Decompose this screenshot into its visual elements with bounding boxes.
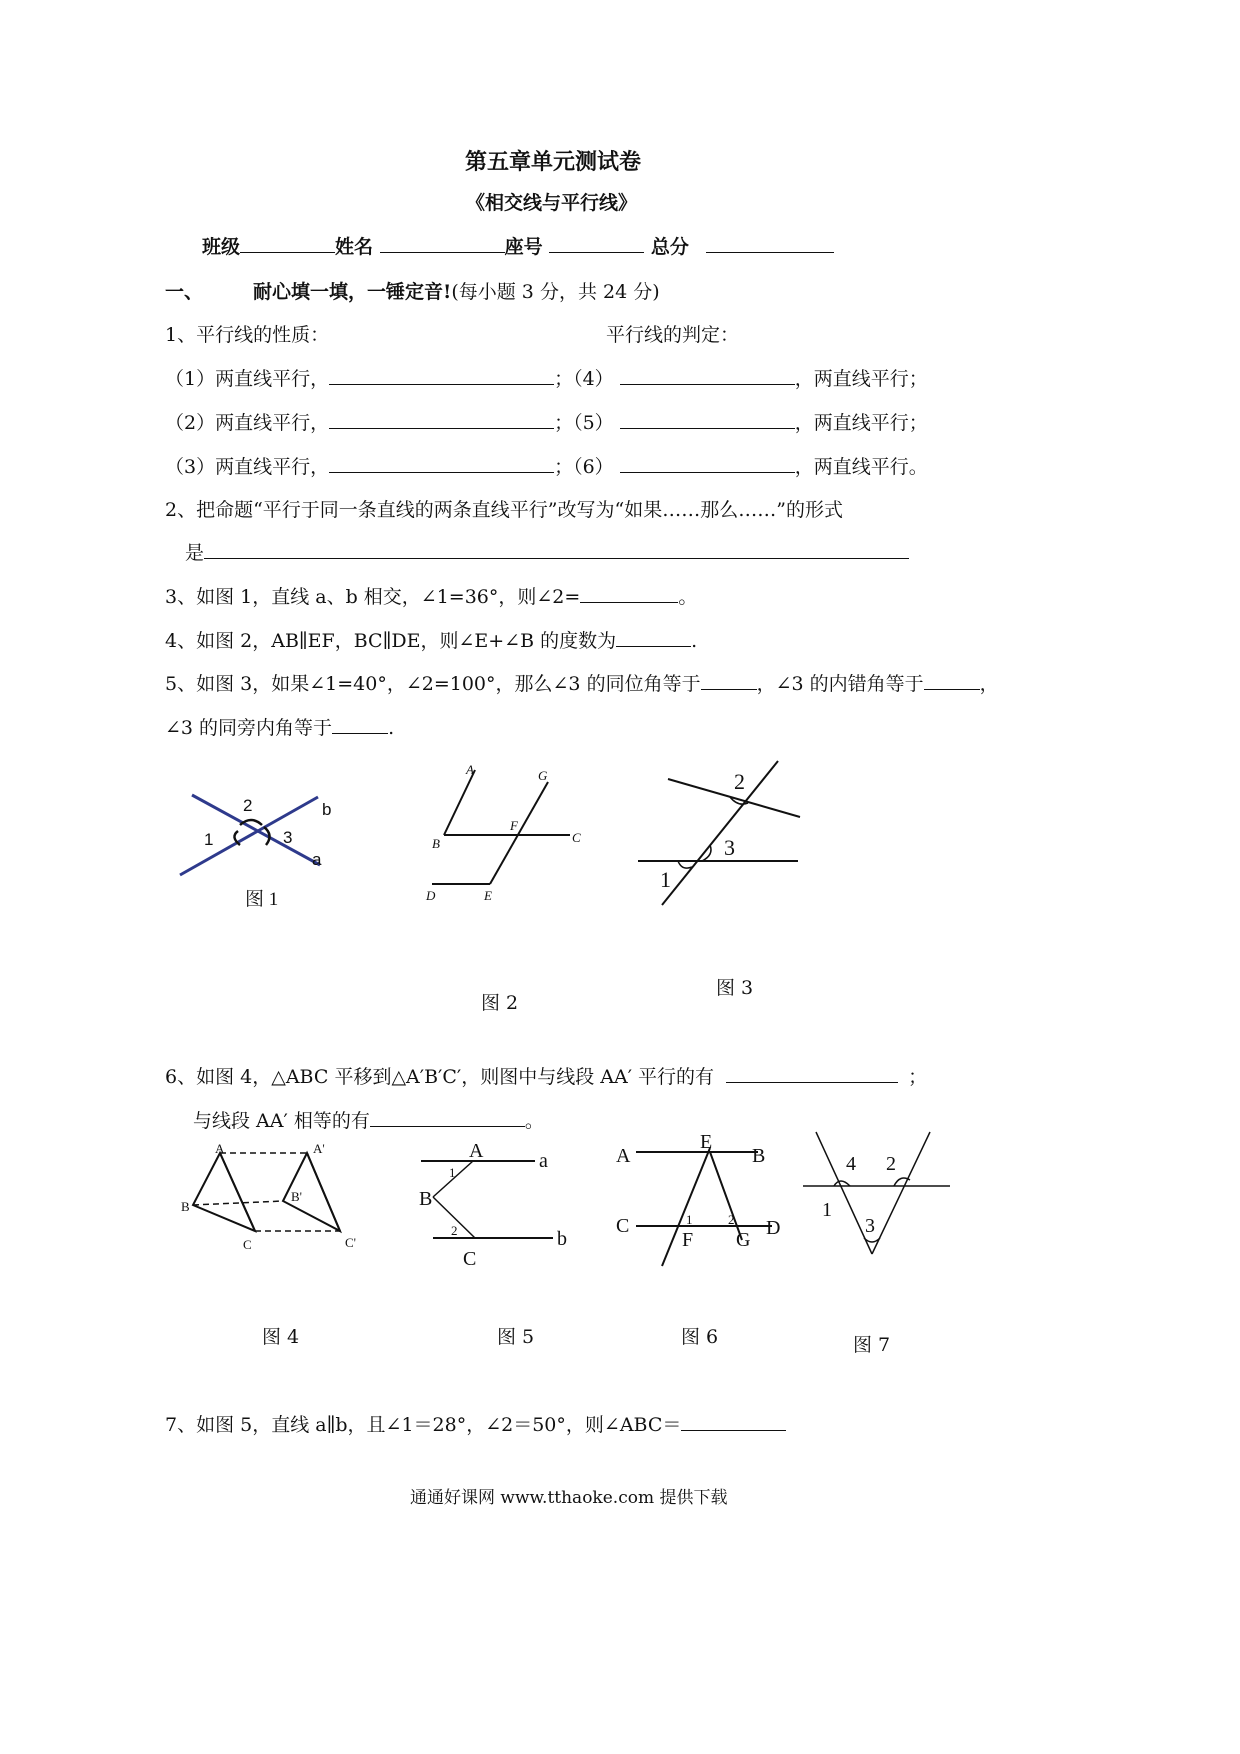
q5-text-c: ， (979, 673, 999, 695)
fig5-label-b: b (557, 1228, 567, 1250)
q1-row-left: （2）两直线平行， (165, 412, 330, 434)
fig4-label-A-prime: A' (313, 1141, 325, 1156)
q7-blank[interactable] (681, 1412, 786, 1431)
fig6-label-A: A (616, 1145, 631, 1167)
q1-row-left: （3）两直线平行， (165, 456, 330, 478)
seat-blank[interactable] (549, 234, 644, 253)
q1-row-right: ，两直线平行。 (794, 456, 928, 478)
fig6-label-D: D (766, 1217, 781, 1239)
q5-text-a: 5、如图 3，如果∠1=40°，∠2=100°，那么∠3 的同位角等于 (165, 673, 701, 695)
q1-blank-3[interactable] (329, 454, 554, 473)
q5-line2 (165, 713, 394, 740)
fig4-label-B: B (181, 1199, 190, 1214)
q6-end: ； (908, 1066, 928, 1088)
page-title: 第五章单元测试卷 (465, 149, 642, 175)
fig5-label-2: 2 (451, 1223, 458, 1238)
fig1-label-3: 3 (283, 828, 293, 847)
header-fields (202, 232, 834, 259)
fig4-label-B-prime: B' (291, 1189, 303, 1204)
fig1-label-1: 1 (204, 830, 214, 849)
figure-4 (175, 1135, 375, 1260)
q3 (165, 582, 697, 609)
total-blank[interactable] (706, 234, 834, 253)
fig2-caption: 图 2 (481, 992, 519, 1014)
fig5-label-A: A (469, 1140, 484, 1162)
q3-text: 3、如图 1，直线 a、b 相交，∠1=36°，则∠2= (165, 586, 581, 608)
fig5-label-a: a (539, 1150, 548, 1172)
q5-line2-end: . (388, 717, 395, 739)
q1-blank-2[interactable] (329, 410, 554, 429)
q1-left-label: 1、平行线的性质： (165, 324, 330, 346)
q1-blank-4[interactable] (620, 366, 795, 385)
fig1-label-a: a (312, 850, 322, 869)
q6-line2-text: 与线段 AA′ 相等的有 (193, 1110, 370, 1132)
seat-label: 座号 (504, 236, 543, 258)
figure-5 (415, 1135, 595, 1270)
q1-blank-1[interactable] (329, 366, 554, 385)
q1-blank-5[interactable] (620, 410, 795, 429)
fig3-label-2: 2 (734, 769, 745, 794)
fig7-label-4: 4 (846, 1153, 856, 1175)
section-heading (165, 277, 660, 304)
fig2-label-A: A (466, 762, 474, 777)
fig5-label-1: 1 (449, 1165, 456, 1180)
q1-right-label: 平行线的判定： (606, 324, 740, 346)
fig1-label-2: 2 (243, 796, 253, 815)
fig5-caption: 图 5 (497, 1326, 535, 1348)
fig2-label-E: E (484, 888, 492, 903)
figure-3 (630, 755, 810, 915)
q4-blank[interactable] (616, 628, 691, 647)
q2-blank[interactable] (204, 540, 909, 559)
q6-line2 (193, 1106, 544, 1133)
total-label: 总分 (650, 236, 689, 258)
q1-blank-6[interactable] (620, 454, 795, 473)
figure-7 (800, 1128, 955, 1258)
q2-line2 (185, 538, 909, 565)
q1-row (165, 408, 928, 435)
q1-row-mid: ；（5） (554, 412, 614, 434)
class-blank[interactable] (240, 234, 335, 253)
fig6-label-G: G (736, 1229, 751, 1251)
q4 (165, 626, 697, 653)
fig1-caption: 图 1 (245, 889, 279, 910)
fig2-label-B: B (432, 836, 440, 851)
fig7-label-1: 1 (822, 1199, 832, 1221)
q1-row (165, 364, 928, 391)
section-note: (每小题 3 分，共 24 分) (451, 281, 660, 303)
q5-blank-1[interactable] (701, 671, 757, 690)
page-footer: 通通好课网 www.tthaoke.com 提供下载 (410, 1488, 728, 1508)
fig1-label-b: b (322, 800, 332, 819)
q1-row-right: ，两直线平行； (794, 368, 928, 390)
q7-text: 7、如图 5，直线 a∥b，且∠1＝28°，∠2＝50°，则∠ABC＝ (165, 1414, 682, 1436)
fig6-label-F: F (682, 1229, 694, 1251)
section-title: 耐心填一填，一锤定音! (253, 281, 452, 303)
fig4-label-A: A (215, 1141, 225, 1156)
fig6-label-2: 2 (728, 1212, 735, 1227)
fig2-label-F: F (510, 818, 518, 833)
q1-row-right: ，两直线平行； (794, 412, 928, 434)
q5-text-b: ，∠3 的内错角等于 (756, 673, 924, 695)
fig2-label-D: D (426, 888, 436, 903)
figure-2 (420, 760, 600, 910)
fig6-label-1: 1 (686, 1212, 693, 1227)
q6-blank-2[interactable] (370, 1108, 525, 1127)
q1-row (165, 452, 928, 479)
q6-line1 (165, 1062, 927, 1089)
fig5-label-B: B (419, 1188, 433, 1210)
fig5-label-C: C (463, 1248, 477, 1270)
fig6-caption: 图 6 (681, 1326, 719, 1348)
q7 (165, 1410, 786, 1437)
q2-line1: 2、把命题“平行于同一条直线的两条直线平行”改写为“如果……那么……”的形式 (165, 499, 843, 521)
q5-line1 (165, 669, 999, 696)
q4-text: 4、如图 2，AB∥EF，BC∥DE，则∠E+∠B 的度数为 (165, 630, 617, 652)
q4-end: . (691, 630, 698, 652)
fig2-label-G: G (538, 768, 548, 783)
q1-row-left: （1）两直线平行， (165, 368, 330, 390)
fig3-label-3: 3 (724, 835, 735, 860)
fig2-label-C: C (572, 830, 581, 845)
q5-blank-3[interactable] (332, 715, 388, 734)
fig7-caption: 图 7 (853, 1334, 891, 1356)
fig7-label-2: 2 (886, 1153, 896, 1175)
class-label: 班级 (202, 236, 241, 258)
name-label: 姓名 (335, 236, 374, 258)
section-number: 一、 (165, 281, 204, 303)
fig6-label-C: C (616, 1215, 630, 1237)
name-blank[interactable] (380, 234, 505, 253)
q3-blank[interactable] (580, 584, 678, 603)
q5-blank-2[interactable] (924, 671, 980, 690)
fig6-label-B: B (752, 1145, 766, 1167)
fig4-label-C: C (243, 1237, 252, 1252)
q6-blank-1[interactable] (726, 1064, 898, 1083)
figure-6 (610, 1128, 790, 1268)
fig6-label-E: E (700, 1131, 713, 1153)
q2-prefix: 是 (185, 542, 205, 564)
fig3-caption: 图 3 (716, 977, 754, 999)
fig4-caption: 图 4 (262, 1326, 300, 1348)
q3-end: 。 (678, 586, 698, 608)
fig7-label-3: 3 (865, 1215, 875, 1237)
q1-row-mid: ；（4） (554, 368, 614, 390)
fig3-label-1: 1 (660, 867, 671, 892)
page-subtitle: 《相交线与平行线》 (466, 192, 638, 214)
q6-text: 6、如图 4，△ABC 平移到△A′B′C′，则图中与线段 AA′ 平行的有 (165, 1066, 715, 1088)
q5-line2-text: ∠3 的同旁内角等于 (165, 717, 333, 739)
q1-row-mid: ；（6） (554, 456, 614, 478)
figure-1 (170, 775, 350, 915)
fig4-label-C-prime: C' (345, 1235, 357, 1250)
q6-line2-end: 。 (524, 1110, 544, 1132)
